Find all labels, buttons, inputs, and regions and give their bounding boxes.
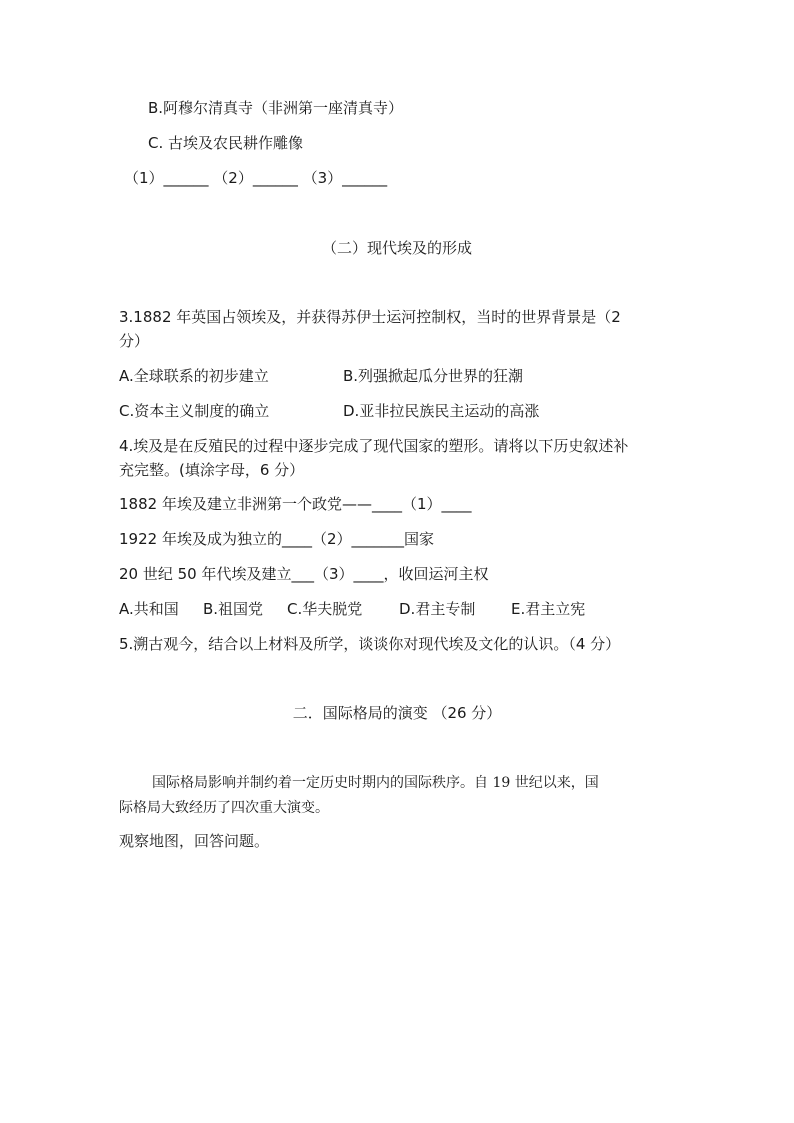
q4-option-e: E.君主立宪 <box>511 600 586 618</box>
q4-fill-3: 20 世纪 50 年代埃及建立___（3）____，收回运河主权 <box>119 565 489 583</box>
part2-instruction: 观察地图，回答问题。 <box>119 832 270 850</box>
q3-option-a: A.全球联系的初步建立 <box>119 367 269 385</box>
q3-stem-line1: 3.1882 年英国占领埃及，并获得苏伊士运河控制权，当时的世界背景是（2 <box>119 308 621 326</box>
q4-option-a: A.共和国 <box>119 600 179 618</box>
option-b-mosque: B.阿穆尔清真寺（非洲第一座清真寺） <box>148 99 404 117</box>
answer-blanks: （1）______ （2）______ （3）______ <box>124 169 388 187</box>
part2-intro-line1: 国际格局影响并制约着一定历史时期内的国际秩序。自 19 世纪以来，国 <box>152 775 599 791</box>
part2-heading: 二．国际格局的演变 （26 分） <box>292 704 502 722</box>
q3-stem-line2: 分） <box>119 332 150 350</box>
q3-option-b: B.列强掀起瓜分世界的狂潮 <box>343 367 524 385</box>
q4-option-b: B.祖国党 <box>203 600 264 618</box>
q4-options <box>119 599 585 619</box>
q5-stem: 5.溯古观今，结合以上材料及所学，谈谈你对现代埃及文化的认识。（4 分） <box>119 635 621 653</box>
part2-intro-line2: 际格局大致经历了四次重大演变。 <box>119 800 329 816</box>
q4-option-d: D.君主专制 <box>399 600 476 618</box>
q4-stem-line2: 充完整。(填涂字母，6 分） <box>119 461 305 479</box>
q4-fill-1: 1882 年埃及建立非洲第一个政党——____（1）____ <box>119 495 472 513</box>
q3-option-d: D.亚非拉民族民主运动的高涨 <box>343 402 540 420</box>
q4-fill-2: 1922 年埃及成为独立的____（2）_______国家 <box>119 530 434 548</box>
q4-option-c: C.华夫脱党 <box>287 600 363 618</box>
q4-stem-line1: 4.埃及是在反殖民的过程中逐步完成了现代国家的塑形。请将以下历史叙述补 <box>119 437 629 455</box>
option-c-statue: C. 古埃及农民耕作雕像 <box>148 134 304 152</box>
q3-option-c: C.资本主义制度的确立 <box>119 402 270 420</box>
subsection-heading: （二）现代埃及的形成 <box>321 239 472 257</box>
